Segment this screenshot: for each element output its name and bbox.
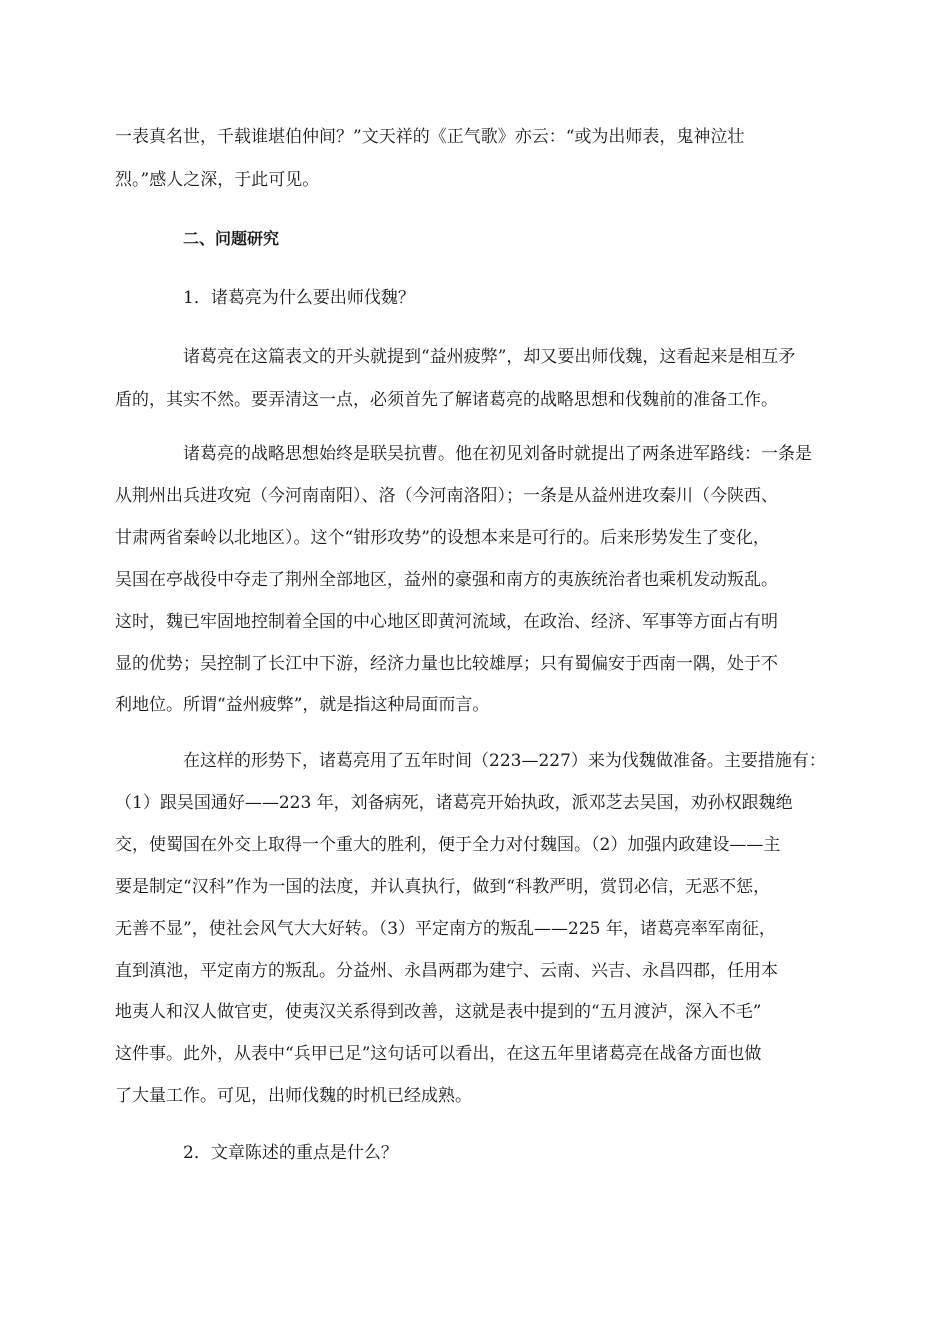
- question-1: 1．诸葛亮为什么要出师伐魏？: [183, 288, 415, 308]
- paragraph-3-line-9: 了大量工作。可见，出师伐魏的时机已经成熟。: [115, 1086, 472, 1106]
- paragraph-2-line-5: 这时，魏已牢固地控制着全国的中心地区即黄河流域，在政治、经济、军事等方面占有明: [115, 612, 778, 632]
- paragraph-3-line-4: 要是制定“汉科”作为一国的法度，并认真执行，做到“科教严明，赏罚必信，无恶不惩，: [115, 877, 771, 897]
- paragraph-2-line-1: 诸葛亮的战略思想始终是联吴抗曹。他在初见刘备时就提出了两条进军路线：一条是: [183, 444, 812, 464]
- paragraph-3-line-7: 地夷人和汉人做官吏，使夷汉关系得到改善，这就是表中提到的“五月渡泸，深入不毛”: [115, 1002, 762, 1022]
- paragraph-2-line-3: 甘肃两省秦岭以北地区）。这个“钳形攻势”的设想本来是可行的。后来形势发生了变化，: [115, 528, 770, 548]
- paragraph-3-line-2: （1）跟吴国通好——223 年，刘备病死，诸葛亮开始执政，派邓芝去吴国，劝孙权跟魏绝: [115, 793, 793, 813]
- section-heading: 二、问题研究: [183, 229, 280, 248]
- intro-line-1: 一表真名世，千载谁堪伯仲间？”文天祥的《正气歌》亦云：“或为出师表，鬼神泣壮: [115, 127, 745, 147]
- paragraph-3-line-5: 无善不显”，使社会风气大大好转。（3）平定南方的叛乱——225 年，诸葛亮率军南征，: [115, 919, 776, 939]
- intro-line-2: 烈。”感人之深，于此可见。: [115, 170, 320, 190]
- paragraph-2-line-2: 从荆州出兵进攻宛（今河南南阳）、洛（今河南洛阳）；一条是从益州进攻秦川（今陕西、: [115, 486, 778, 506]
- paragraph-1-line-2: 盾的，其实不然。要弄清这一点，必须首先了解诸葛亮的战略思想和伐魏前的准备工作。: [115, 390, 778, 410]
- paragraph-3-line-3: 交，使蜀国在外交上取得一个重大的胜利，便于全力对付魏国。（2）加强内政建设——主: [115, 835, 781, 855]
- paragraph-2-line-7: 利地位。所谓“益州疲弊”，就是指这种局面而言。: [115, 695, 490, 715]
- paragraph-3-line-6: 直到滇池，平定南方的叛乱。分益州、永昌两郡为建宁、云南、兴吉、永昌四郡，任用本: [115, 961, 778, 981]
- paragraph-2-line-6: 显的优势；吴控制了长江中下游，经济力量也比较雄厚；只有蜀偏安于西南一隅，处于不: [115, 654, 778, 674]
- paragraph-2-line-4: 吴国在亭战役中夺走了荆州全部地区，益州的豪强和南方的夷族统治者也乘机发动叛乱。: [115, 570, 778, 590]
- paragraph-3-line-1: 在这样的形势下，诸葛亮用了五年时间（223—227）来为伐魏做准备。主要措施有：: [183, 751, 826, 771]
- question-2: 2．文章陈述的重点是什么？: [183, 1143, 398, 1163]
- paragraph-3-line-8: 这件事。此外，从表中“兵甲已足”这句话可以看出，在这五年里诸葛亮在战备方面也做: [115, 1044, 762, 1064]
- paragraph-1-line-1: 诸葛亮在这篇表文的开头就提到“益州疲弊”，却又要出师伐魏，这看起来是相互矛: [183, 347, 796, 367]
